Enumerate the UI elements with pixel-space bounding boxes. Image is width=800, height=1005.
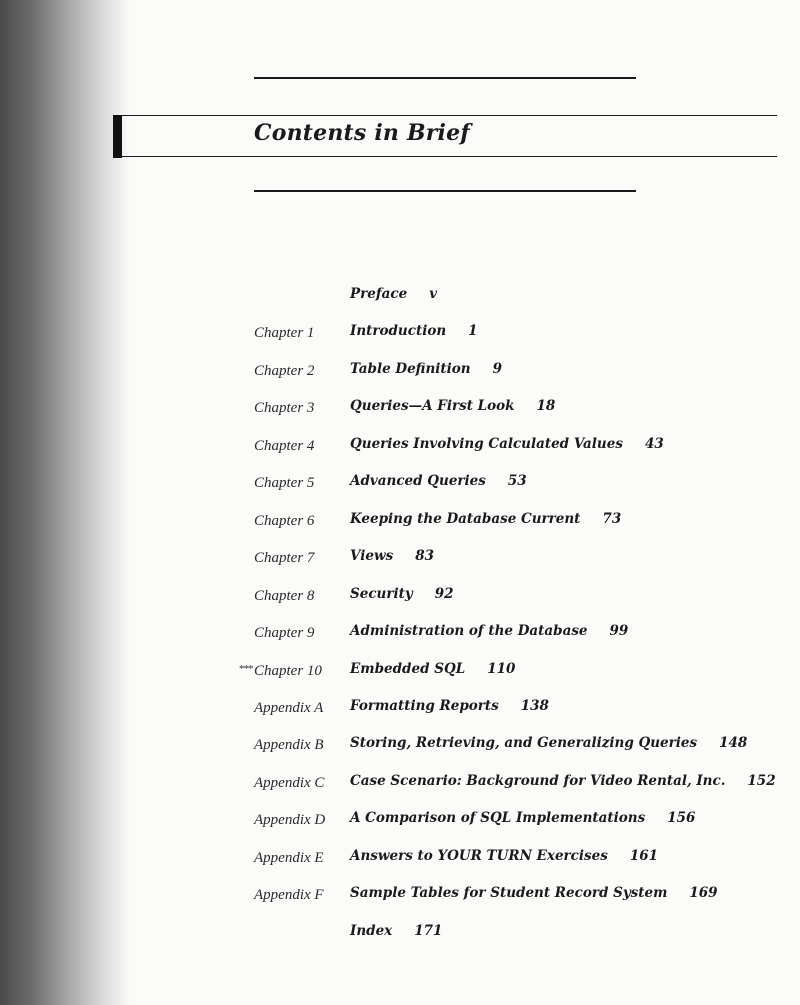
toc-entry-page-number: 43	[644, 435, 664, 452]
toc-entry-heading	[350, 586, 454, 602]
toc-entry-title: Queries—A First Look	[350, 398, 515, 415]
toc-entry-heading	[350, 735, 747, 751]
toc-entry-label: Appendix A	[254, 699, 324, 716]
toc-entry	[0, 773, 800, 797]
toc-entry-title: Advanced Queries	[350, 473, 486, 490]
toc-entry-heading	[350, 436, 664, 452]
toc-entry-title: Views	[350, 548, 394, 565]
toc-entry-label: Chapter 5	[254, 475, 315, 492]
title-accent-bar	[113, 115, 122, 158]
toc-entry-label: Chapter 8	[254, 587, 315, 604]
toc-entry-label: Chapter 3	[254, 400, 315, 417]
bottom-rule	[254, 190, 636, 192]
top-rule	[254, 77, 636, 79]
toc-entry-page-number: v	[429, 286, 438, 302]
toc-entry-title: Index	[350, 922, 393, 939]
toc-entry-page-number: 138	[520, 697, 549, 714]
toc-entry-mark: ***	[239, 662, 253, 675]
toc-entry-page-number: 1	[468, 323, 478, 340]
toc-entry-page-number: 9	[492, 360, 503, 377]
toc-entry	[0, 361, 800, 385]
toc-entry-title: Case Scenario: Background for Video Rental, Inc.	[350, 772, 726, 789]
toc-entry-title: Embedded SQL	[350, 660, 466, 677]
toc-entry-heading	[350, 923, 442, 939]
toc-entry	[0, 511, 800, 535]
toc-entry-title: Keeping the Database Current	[350, 510, 581, 527]
toc-entry	[0, 286, 800, 310]
toc-entry-title: Table Definition	[350, 360, 471, 377]
toc-entry-label: Chapter 7	[254, 550, 315, 567]
toc-entry-title: Storing, Retrieving, and Generalizing Queries	[350, 735, 698, 752]
toc-entry-heading	[350, 698, 549, 714]
toc-entry-label: Appendix E	[254, 849, 324, 866]
toc-entry-page-number: 169	[689, 885, 718, 902]
toc-entry-page-number: 171	[414, 922, 443, 939]
toc-entry	[0, 810, 800, 834]
toc-entry-page-number: 110	[487, 660, 516, 677]
toc-entry-heading	[350, 885, 718, 901]
toc-entry-page-number: 73	[602, 510, 622, 527]
toc-entry	[0, 735, 800, 759]
toc-entry-page-number: 156	[667, 810, 696, 827]
toc-entry	[0, 323, 800, 347]
toc-entry	[0, 923, 800, 947]
toc-entry-label: Chapter 9	[254, 625, 315, 642]
toc-entry-title: Introduction	[350, 323, 447, 340]
toc-entry-heading	[350, 548, 434, 564]
toc-entry	[0, 473, 800, 497]
toc-entry	[0, 586, 800, 610]
toc-entry	[0, 398, 800, 422]
toc-entry-label: Chapter 2	[254, 362, 315, 379]
toc-entry-title: Answers to YOUR TURN Exercises	[350, 847, 608, 864]
toc-entry-heading	[350, 511, 621, 527]
toc-entry-title: Security	[350, 585, 413, 602]
toc-entry-page-number: 152	[747, 772, 776, 789]
toc-entry-heading	[350, 661, 515, 677]
toc-entry-title: Preface	[350, 286, 408, 302]
toc-entry-heading	[350, 323, 478, 339]
toc-entry	[0, 848, 800, 872]
toc-entry-page-number: 83	[415, 548, 434, 565]
toc-entry	[0, 436, 800, 460]
toc-entry	[0, 661, 800, 685]
toc-entry-heading	[350, 361, 502, 377]
toc-entry-page-number: 92	[434, 585, 454, 602]
toc-entry-heading	[350, 473, 527, 489]
toc-entry-heading	[350, 398, 555, 414]
toc-entry-label: Appendix C	[254, 774, 325, 791]
toc-entry-page-number: 18	[536, 398, 556, 415]
toc-entry-label: Appendix F	[254, 887, 324, 904]
toc-entry-title: Queries Involving Calculated Values	[350, 435, 623, 452]
toc-entry-page-number: 99	[609, 623, 629, 640]
toc-entry	[0, 885, 800, 909]
toc-entry-label: Chapter 4	[254, 437, 315, 454]
toc-entry	[0, 698, 800, 722]
toc-entry-label: Chapter 6	[254, 512, 315, 529]
toc-entry-page-number: 161	[629, 847, 658, 864]
toc-entry-heading	[350, 623, 628, 639]
toc-entry-heading	[350, 286, 437, 302]
toc-entry-label: Appendix D	[254, 812, 326, 829]
toc-entry-heading	[350, 810, 695, 826]
toc-entry-title: Sample Tables for Student Record System	[350, 885, 668, 902]
toc-entry-heading	[350, 773, 776, 789]
toc-entry-title: A Comparison of SQL Implementations	[350, 810, 646, 827]
toc-entry-title: Administration of the Database	[350, 623, 588, 640]
toc-entry-heading	[350, 848, 658, 864]
toc-entry	[0, 623, 800, 647]
toc-entry-page-number: 148	[719, 735, 748, 752]
page-title: Contents in Brief	[254, 120, 470, 146]
toc-entry-label: Chapter 1	[254, 325, 315, 342]
toc-entry-label: Chapter 10	[254, 662, 322, 679]
toc-entry-page-number: 53	[507, 473, 527, 490]
toc-entry-title: Formatting Reports	[350, 697, 499, 714]
toc-entry-label: Appendix B	[254, 737, 324, 754]
toc-entry	[0, 548, 800, 572]
